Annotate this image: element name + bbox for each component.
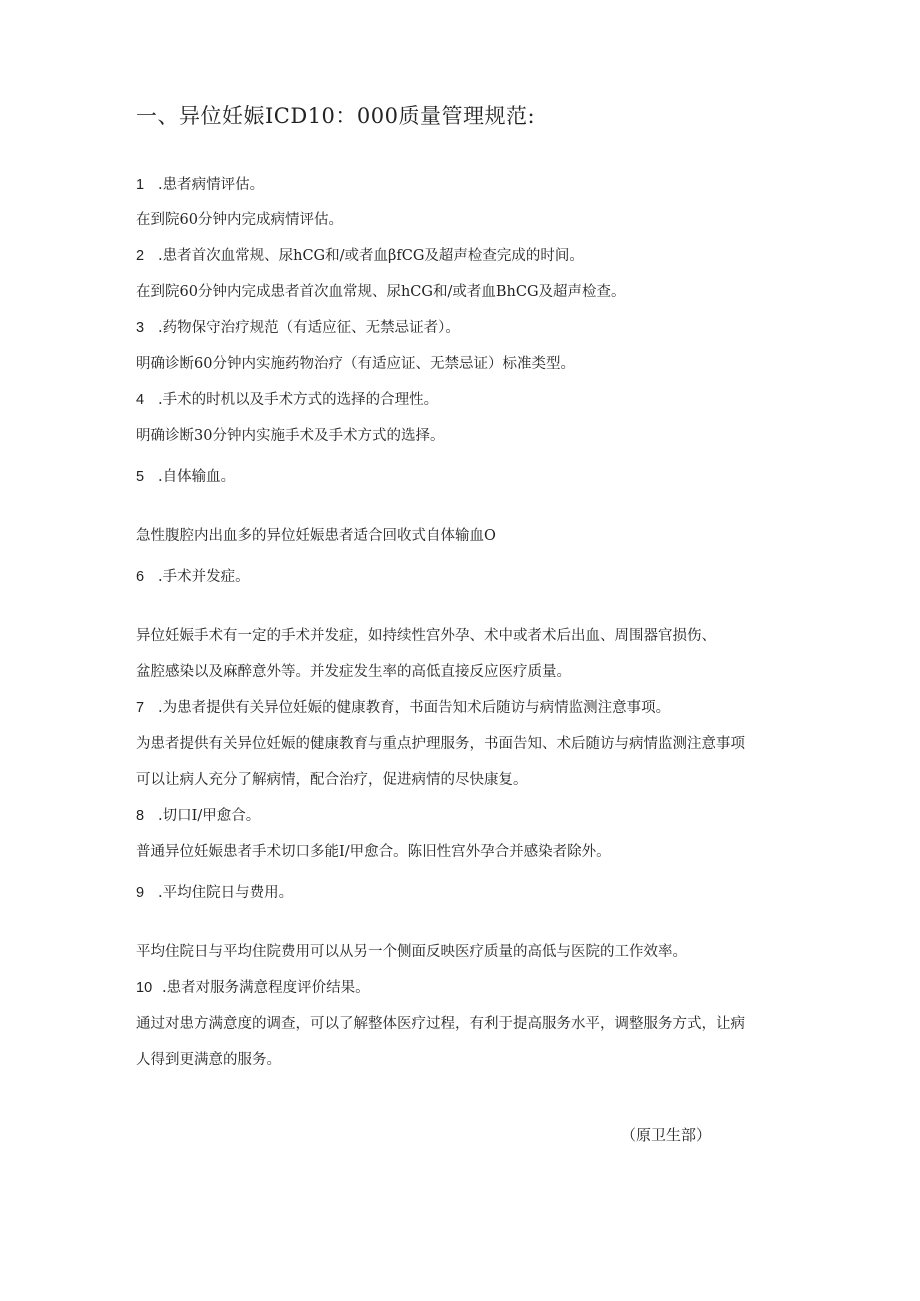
item-heading-text: .平均住院日与费用。 <box>158 885 294 901</box>
item-heading <box>136 698 670 718</box>
item-heading <box>136 175 264 195</box>
item-body-line: 盆腔感染以及麻醉意外等。并发症发生率的高低直接反应医疗质量。 <box>136 664 571 680</box>
item-heading-text: .自体输血。 <box>158 469 236 485</box>
item-heading-text: .患者病情评估。 <box>158 177 265 193</box>
item-body-line: 明确诊断60分钟内实施药物治疗（有适应证、无禁忌证）标准类型。 <box>136 356 575 372</box>
item-number: 4 <box>136 392 145 408</box>
item-body-line: 平均住院日与平均住院费用可以从另一个侧面反映医疗质量的高低与医院的工作效率。 <box>136 944 687 960</box>
item-body-line: 明确诊断30分钟内实施手术及手术方式的选择。 <box>136 428 445 444</box>
item-heading-text: .手术的时机以及手术方式的选择的合理性。 <box>158 392 439 408</box>
item-heading-text: .手术并发症。 <box>158 569 250 585</box>
document-signature: （原卫生部） <box>621 1126 712 1144</box>
item-number: 3 <box>136 320 145 336</box>
item-number: 9 <box>136 885 145 901</box>
item-body-line: 可以让病人充分了解病情，配合治疗，促进病情的尽快康复。 <box>136 772 528 788</box>
item-heading <box>136 467 235 487</box>
item-number: 8 <box>136 808 145 824</box>
item-body-line: 在到院60分钟内完成患者首次血常规、尿hCG和/或者血BhCG及超声检查。 <box>136 284 626 300</box>
item-heading <box>136 390 438 410</box>
item-heading-text: .患者对服务满意程度评价结果。 <box>162 980 370 996</box>
item-heading <box>136 246 584 266</box>
item-number: 7 <box>136 700 145 716</box>
item-heading-text: .患者首次血常规、尿hCG和/或者血βfCG及超声检查完成的时间。 <box>158 248 584 264</box>
item-body-line: 人得到更满意的服务。 <box>136 1052 281 1068</box>
item-heading <box>136 318 460 338</box>
item-body-line: 急性腹腔内出血多的异位妊娠患者适合回收式自体输血O <box>136 528 496 544</box>
item-number: 10 <box>136 980 153 996</box>
item-heading-text: .药物保守治疗规范（有适应征、无禁忌证者）。 <box>158 320 460 336</box>
item-number: 2 <box>136 248 145 264</box>
item-heading-text: .切口I/甲愈合。 <box>158 808 261 824</box>
item-body-line: 普通异位妊娠患者手术切口多能I/甲愈合。陈旧性宫外孕合并感染者除外。 <box>136 844 611 860</box>
item-body-line: 异位妊娠手术有一定的手术并发症，如持续性宫外孕、术中或者术后出血、周围器官损伤、 <box>136 628 716 644</box>
item-number: 6 <box>136 569 145 585</box>
item-heading <box>136 567 250 587</box>
item-heading-text: .为患者提供有关异位妊娠的健康教育，书面告知术后随访与病情监测注意事项。 <box>158 700 671 716</box>
document-title: 一、异位妊娠ICD10：000质量管理规范: <box>136 104 536 128</box>
item-heading <box>136 806 260 826</box>
item-body-line: 通过对患方满意度的调查，可以了解整体医疗过程，有利于提高服务水平，调整服务方式，让病 <box>136 1016 745 1032</box>
item-heading <box>136 883 293 903</box>
item-body-line: 为患者提供有关异位妊娠的健康教育与重点护理服务，书面告知、术后随访与病情监测注意事项 <box>136 736 745 752</box>
item-heading <box>136 978 370 998</box>
item-number: 5 <box>136 469 145 485</box>
item-number: 1 <box>136 177 145 193</box>
item-body-line: 在到院60分钟内完成病情评估。 <box>136 212 343 228</box>
